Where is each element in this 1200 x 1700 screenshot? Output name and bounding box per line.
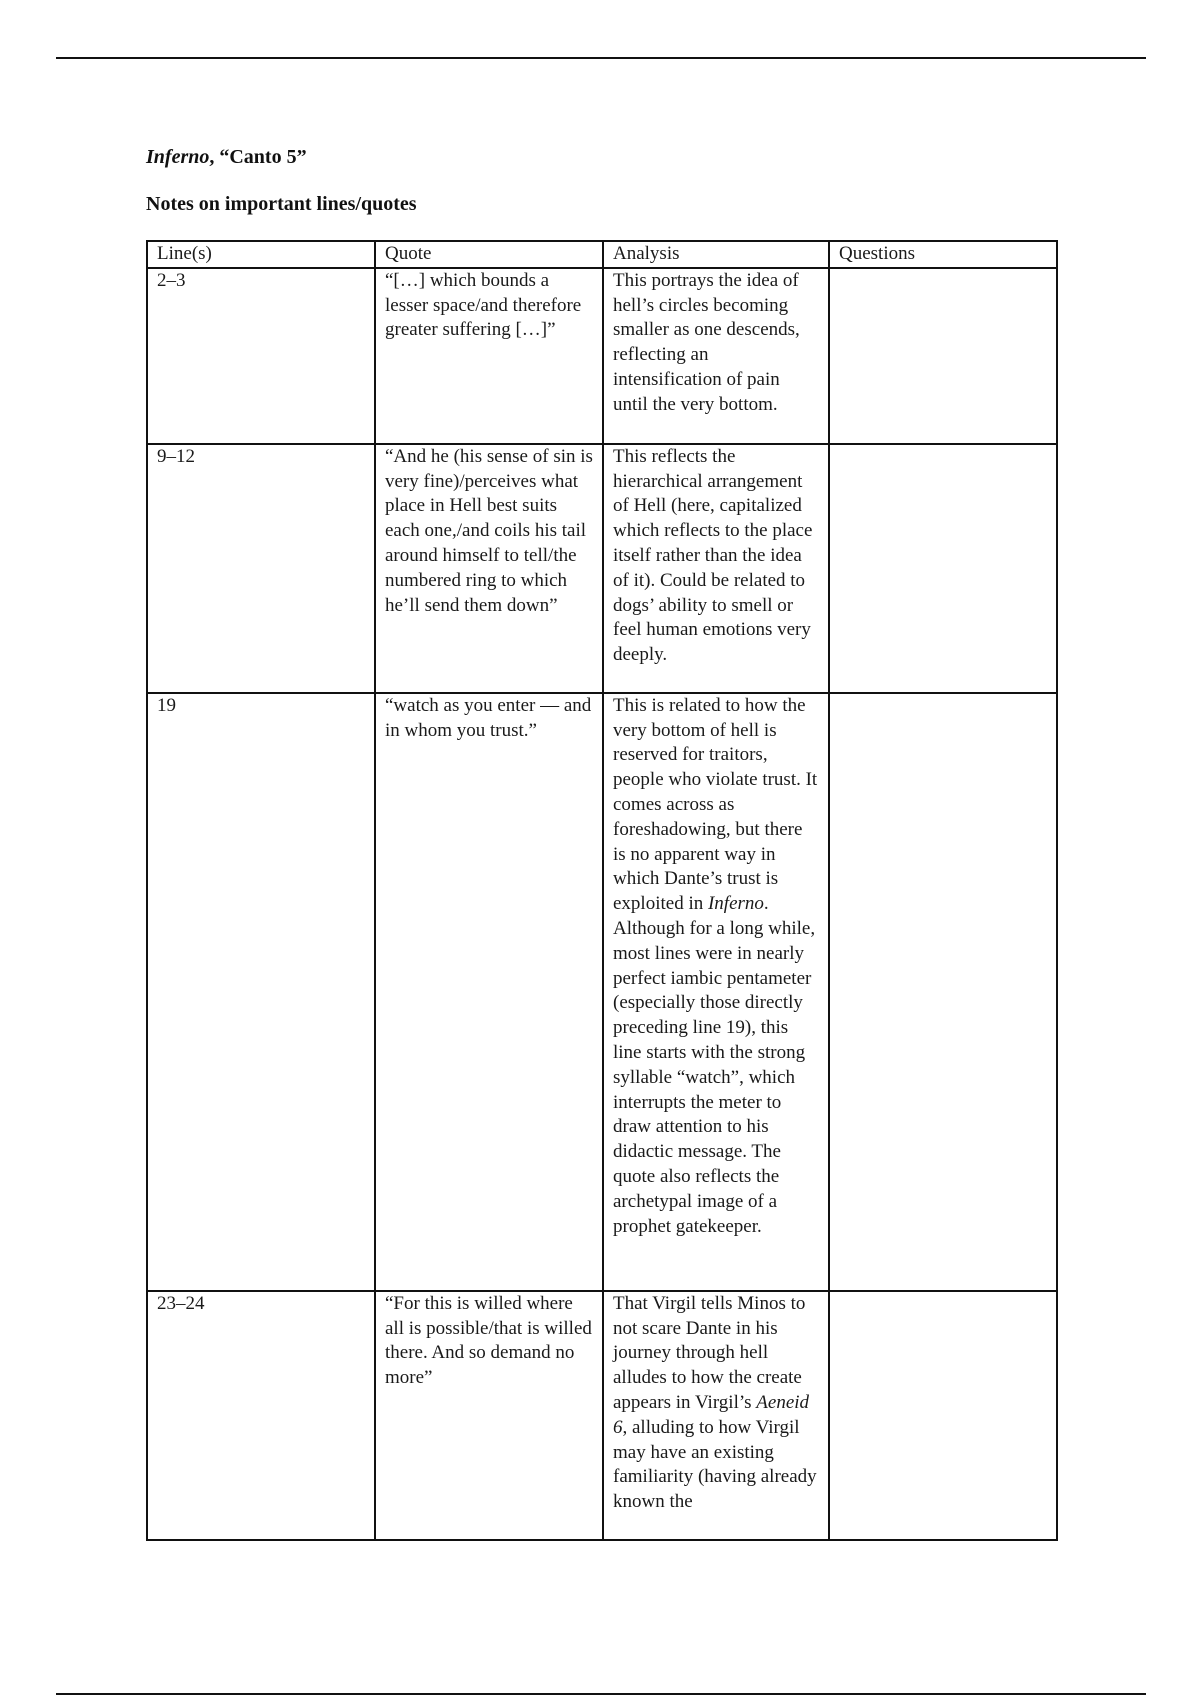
cell-analysis: This reflects the hierarchical arrangement of Hell (here, capitalized which reflects to the place itself rather than the idea of it). Could be related to dogs’ ability to smell or feel human emotions very deeply. [603, 444, 829, 693]
table-header-row [147, 241, 1057, 268]
footer-rule [56, 1693, 1146, 1695]
cell-lines: 19 [147, 693, 375, 1291]
document-body [146, 140, 1056, 1541]
cell-lines: 9–12 [147, 444, 375, 693]
table-row [147, 268, 1057, 444]
analysis-text: This is related to how the very bottom of hell is reserved for traitors, people who violate trust. It comes across as foreshadowing, but there is no apparent way in which Dante’s trust is exploited in [613, 694, 818, 915]
cell-analysis: This portrays the idea of hell’s circles becoming smaller as one descends, reflecting an intensification of pain until the very bottom. [603, 268, 829, 444]
analysis-text: , alluding to how Virgil may have an existing familiarity (having already known the [613, 1416, 817, 1513]
cell-questions [829, 268, 1057, 444]
cell-questions [829, 1291, 1057, 1540]
analysis-text: That Virgil tells Minos to not scare Dante in his journey through hell alludes to how the create appears in Virgil’s [613, 1292, 806, 1413]
title-canto: , “Canto 5” [209, 146, 307, 168]
column-header-questions: Questions [829, 241, 1057, 268]
cell-questions [829, 693, 1057, 1291]
cell-quote: “For this is willed where all is possible/that is willed there. And so demand no more” [375, 1291, 603, 1540]
analysis-text: . Although for a long while, most lines were in nearly perfect iambic pentameter (especially those directly preceding line 19), this line starts with the strong syllable “watch”, which interrupts the meter to draw attention to his didactic message. The quote also reflects the archetypal image of a prophet gatekeeper. [613, 893, 816, 1237]
cell-quote: “And he (his sense of sin is very fine)/perceives what place in Hell best suits each one,/and coils his tail around himself to tell/the numbered ring to which he’ll send them down” [375, 444, 603, 693]
cell-lines: 23–24 [147, 1291, 375, 1540]
analysis-italic-title: Inferno [707, 893, 764, 915]
cell-quote: “watch as you enter — and in whom you trust.” [375, 693, 603, 1291]
analysis-italic-title: Aeneid 6 [613, 1391, 810, 1438]
cell-analysis [603, 693, 829, 1291]
document-title [146, 140, 1056, 174]
cell-quote: “[…] which bounds a lesser space/and therefore greater suffering […]” [375, 268, 603, 444]
title-work-name: Inferno [146, 146, 210, 168]
cell-questions [829, 444, 1057, 693]
column-header-lines: Line(s) [147, 241, 375, 268]
column-header-quote: Quote [375, 241, 603, 268]
column-header-analysis: Analysis [603, 241, 829, 268]
notes-table [146, 240, 1058, 1541]
cell-analysis [603, 1291, 829, 1540]
table-row [147, 1291, 1057, 1540]
header-rule [56, 57, 1146, 59]
section-subtitle: Notes on important lines/quotes [146, 193, 417, 215]
cell-lines: 2–3 [147, 268, 375, 444]
table-row [147, 444, 1057, 693]
table-row [147, 693, 1057, 1291]
